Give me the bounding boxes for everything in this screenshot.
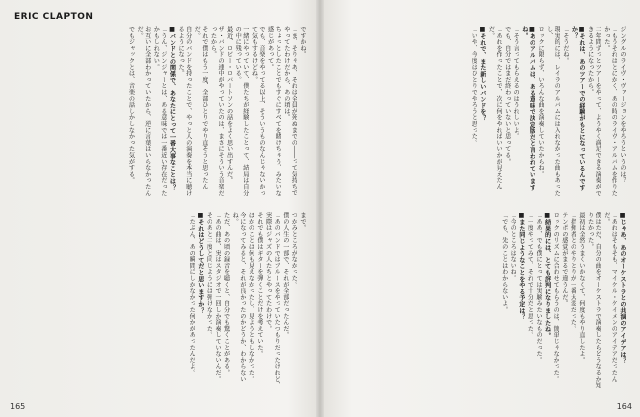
text-column: でも、自分ではまだ終わっていないと思ってる。 xyxy=(503,26,511,165)
text-column: ■それは、あのツアーでの経験がもとになっているんですか？ xyxy=(570,26,586,191)
text-column: ■また同じようなことをやる予定は？ xyxy=(517,212,525,320)
page-number-left: 165 xyxy=(10,402,26,411)
text-column: 「あれはそもそも、マイケル・ケイメンのアイデアだったんだ。 xyxy=(602,212,618,383)
text-column: 最近、ロビー・ロバートソンの話をよく思い出すんだ。 xyxy=(225,26,233,184)
text-column: 「そうだね。 xyxy=(561,26,569,64)
text-column: でもジャックとは、音楽の話しかしなかった気がする。 xyxy=(127,26,135,184)
text-column: 「あのバンドではブルースをやっていたつもりだったけれど、 xyxy=(273,212,281,389)
text-column: ちょっとしたことでもすぐにすべてを賭けちゃう、みたいな感じがあって。 xyxy=(266,26,282,197)
text-column: 今になってみると、それが良かったのかどうか、わからないね。 xyxy=(231,212,246,383)
right-page xyxy=(322,0,640,417)
text-column: ロックのリズムに合わせてもらうのは、簡単じゃなかった。 xyxy=(552,212,560,383)
text-column: ■じゃあ、あのオーケストラとの共演のアイデアは？ xyxy=(619,212,626,364)
text-column: 現実的には、レイラのアルバムには入れなかった曲もあったし、 xyxy=(545,26,561,197)
text-column: お互いに全部わかっていたから、逆に言葉はいらなかったんだ。 xyxy=(136,26,151,197)
right-page-top-tier xyxy=(330,26,626,201)
text-column: ■バンドとの関係で、あなたにとって一番大事なことは？ xyxy=(168,26,176,191)
right-page-bottom-tier xyxy=(330,212,626,392)
text-column: そのあと二度と同じようには弾けなかった。 xyxy=(205,212,213,338)
text-column: 最初は全然うまくいかなくて、何度もやり直したよ。 xyxy=(578,212,586,364)
text-column: 自分のバンドを持ったことで、やっと人の演奏を本当に聴けるようになった。 xyxy=(177,26,192,197)
text-column: それで僕はもう一度、全部ひとりでやり直そうと思ったんだ。 xyxy=(193,26,208,190)
text-column: 「うん、ジンジャーとは、ある意味では一番近い存在だったかもしれない。 xyxy=(152,26,167,197)
text-column: ■結果的には、とても評判になりましたね。 xyxy=(543,212,551,339)
text-column: テンポの感覚がまるで違うんだ。 xyxy=(560,212,568,307)
text-column: 「ああ、でも僕にとっては実験みたいなものだった。 xyxy=(535,212,543,364)
text-column: ジングルのライヴ・ヴァージョンをやろうというのは？ xyxy=(619,26,626,184)
text-column: でも、音楽をやってる以上、そういうものなんじゃないかって気もするけどね。 xyxy=(250,26,266,197)
text-column: ■あのアルバムは、ある意味で決定版だと言われていますね。 xyxy=(520,26,536,191)
text-column: つかみところがなかった。 xyxy=(290,212,298,288)
text-column: 「ま、そりゃあ、それは全員が死ぬまでの――って気持ちでやってたわけだから、あの頃は。 xyxy=(282,26,298,197)
left-page-bottom-tier xyxy=(12,212,306,392)
text-column: 二年間ずっとツアーをやって、ようやく満足できる演奏ができるようになったから。 xyxy=(586,26,602,197)
text-column: 「あれを作ったことで、次に何をやればいいかが見えたんだ。 xyxy=(487,26,503,190)
text-column: 「でも、先のことはわからないよ。 xyxy=(500,212,508,313)
running-head: ERIC CLAPTON xyxy=(14,12,94,22)
text-column: 「いや、今度はひとりでやろうと思った。 xyxy=(470,26,478,146)
text-column: ただ、あの頃の録音を聴くと、自分でも驚くことがある。 xyxy=(222,212,230,376)
text-column: 「たぶん、あの瞬間にしかなかった何かがあったんだよ。 xyxy=(188,212,196,376)
text-column: ほかのことは何も見えなかったし、見ようともしなかった。 xyxy=(247,212,255,383)
text-column: 「もうそれはとにかく、あの時のライヴ・アルバムを作りたかった。 xyxy=(602,26,618,197)
text-column: 「今のところはないね。 xyxy=(509,212,517,282)
text-column: ロックに限らず、いろんな曲を演奏していたからね。 xyxy=(537,26,545,178)
text-column: 「指揮者とのやりとりが一番大変だった。 xyxy=(569,212,577,332)
text-column: まで。 xyxy=(299,212,306,231)
text-column: それでも僕はギターを弾くことだけを考えていた。 xyxy=(256,212,264,357)
text-column: ■それはどうしてだと思いますか？ xyxy=(196,212,204,314)
text-column: 一緒にやっていて、僕たちが経験したことって、結局は自分の中に残っている。 xyxy=(234,26,249,197)
text-column: 「あの曲は、実はスタジオで一回しか演奏していないんだ。 xyxy=(214,212,222,383)
text-column: ザ・バンドの連中がやっていたのは、まさにそういう音楽だったから。 xyxy=(209,26,225,197)
text-column: 実際はジャズの人たちとやってたわけで。 xyxy=(264,212,272,332)
text-column: ですかね。 xyxy=(299,26,306,58)
left-page-top-tier xyxy=(12,26,306,201)
text-column: ■それで、また新しいバンドを？ xyxy=(478,26,486,122)
text-column: 「そう言ってもらえるのはうれしいよ。 xyxy=(512,26,520,140)
text-column: 僕の人生の一部で、それが全部だったんだ。 xyxy=(281,212,289,338)
page-number-right: 164 xyxy=(616,402,632,411)
text-column: 「一度やってみて、それで十分だと思った。 xyxy=(526,212,534,338)
left-page xyxy=(0,0,318,417)
text-column: 僕はただ、自分の曲をオーケストラで演奏したらどうなるか知りたかった。 xyxy=(586,212,602,389)
